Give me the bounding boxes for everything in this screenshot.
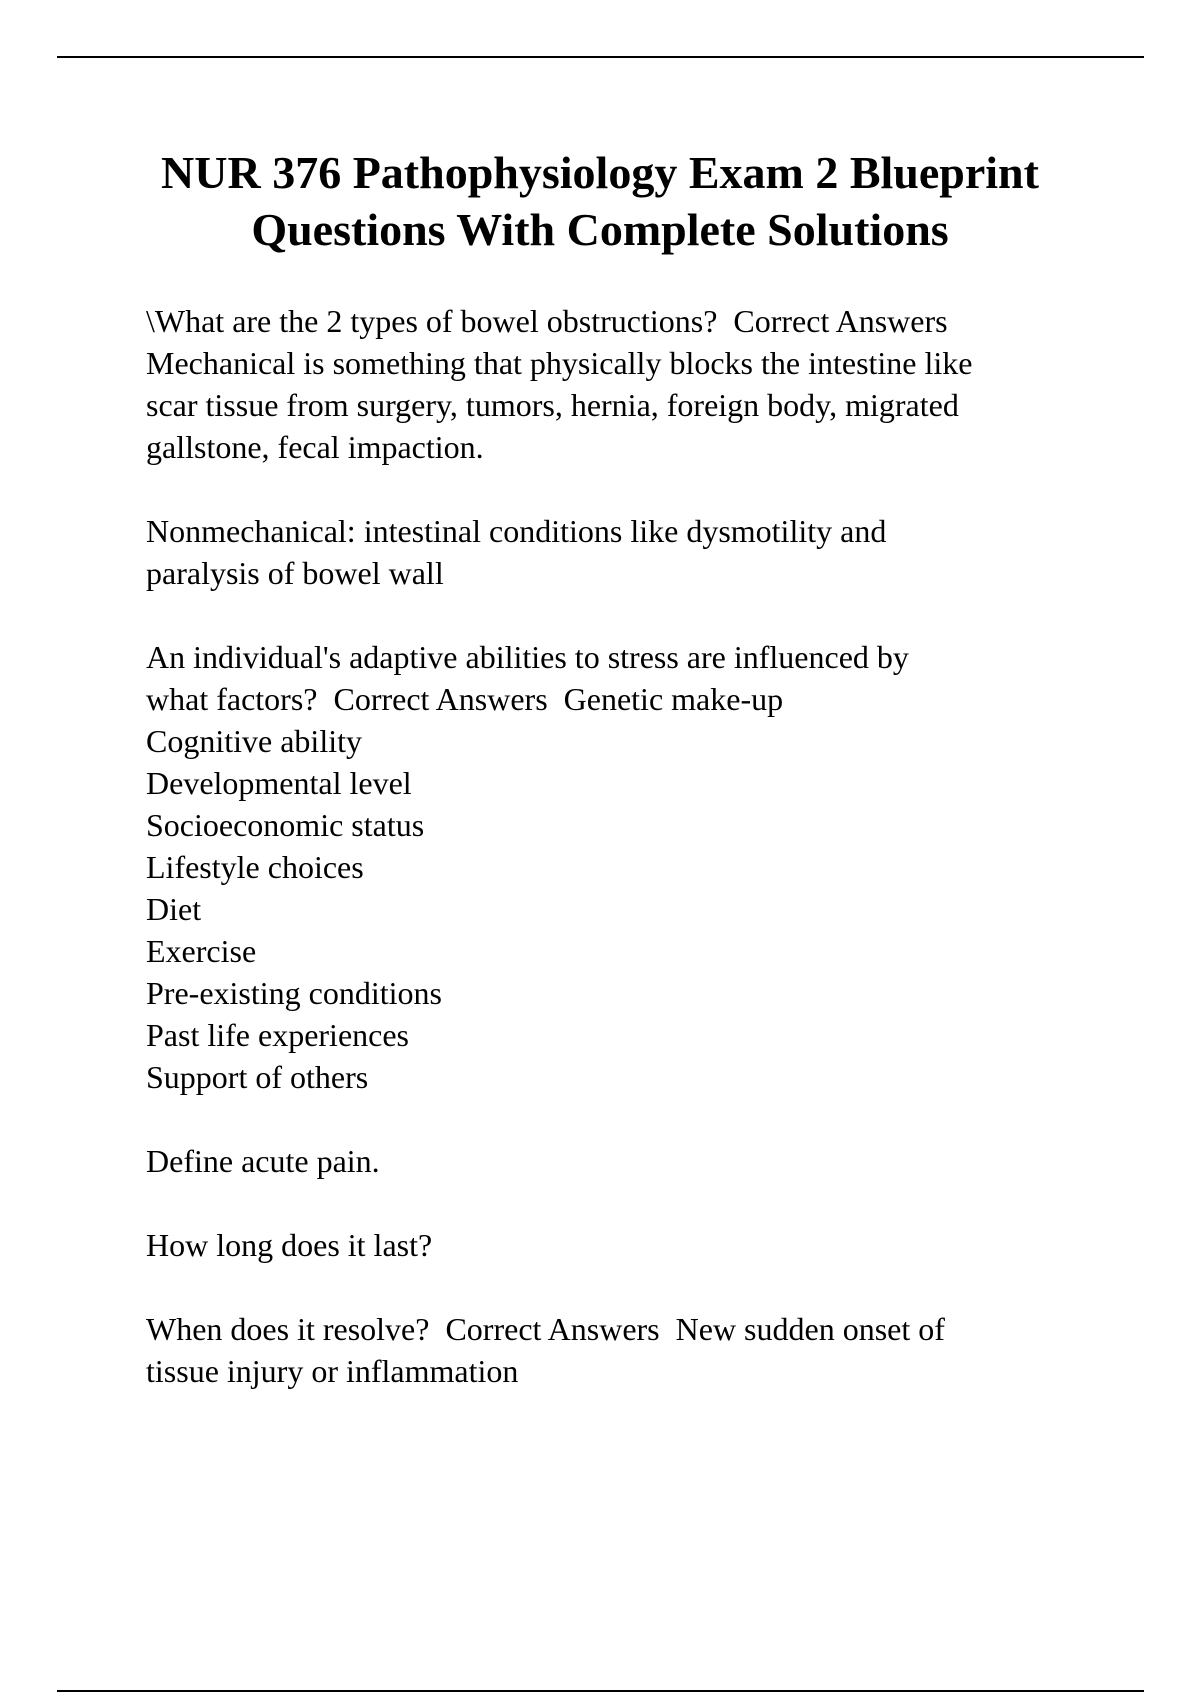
- title-line: Questions With Complete Solutions: [251, 204, 949, 255]
- text-line: Developmental level: [146, 765, 412, 801]
- text-line: tissue injury or inflammation: [146, 1353, 519, 1389]
- top-rule: [57, 56, 1144, 58]
- text-line: Mechanical is something that physically blocks the intestine like: [146, 345, 973, 381]
- text-line: Pre-existing conditions: [146, 975, 442, 1011]
- paragraph-when-resolve: [146, 1308, 1106, 1392]
- text-line: Socioeconomic status: [146, 807, 425, 843]
- text-line: Exercise: [146, 933, 257, 969]
- text-line: Support of others: [146, 1059, 369, 1095]
- text-line: An individual's adaptive abilities to stress are influenced by: [146, 639, 909, 675]
- text-line: what factors? Correct Answers Genetic make-up: [146, 681, 784, 717]
- document-body: [146, 300, 1106, 1434]
- text-line: paralysis of bowel wall: [146, 555, 444, 591]
- text-line: When does it resolve? Correct Answers New sudden onset of: [146, 1311, 945, 1347]
- text-line: How long does it last?: [146, 1227, 433, 1263]
- text-line: Diet: [146, 891, 202, 927]
- text-line: \What are the 2 types of bowel obstructions? Correct Answers: [146, 303, 948, 339]
- paragraph-bowel-obstructions: [146, 300, 1106, 468]
- text-line: Lifestyle choices: [146, 849, 364, 885]
- paragraph-how-long: [146, 1224, 1106, 1266]
- text-line: gallstone, fecal impaction.: [146, 429, 484, 465]
- paragraph-define-acute-pain: [146, 1140, 1106, 1182]
- paragraph-nonmechanical: [146, 510, 1106, 594]
- text-line: scar tissue from surgery, tumors, hernia, foreign body, migrated: [146, 387, 959, 423]
- paragraph-adaptive-abilities: [146, 636, 1106, 1098]
- text-line: Past life experiences: [146, 1017, 409, 1053]
- title-line: NUR 376 Pathophysiology Exam 2 Blueprint: [161, 147, 1039, 198]
- text-line: Cognitive ability: [146, 723, 362, 759]
- bottom-rule: [57, 1690, 1144, 1692]
- text-line: Nonmechanical: intestinal conditions like dysmotility and: [146, 513, 887, 549]
- text-line: Define acute pain.: [146, 1143, 380, 1179]
- page-title: [100, 144, 1100, 258]
